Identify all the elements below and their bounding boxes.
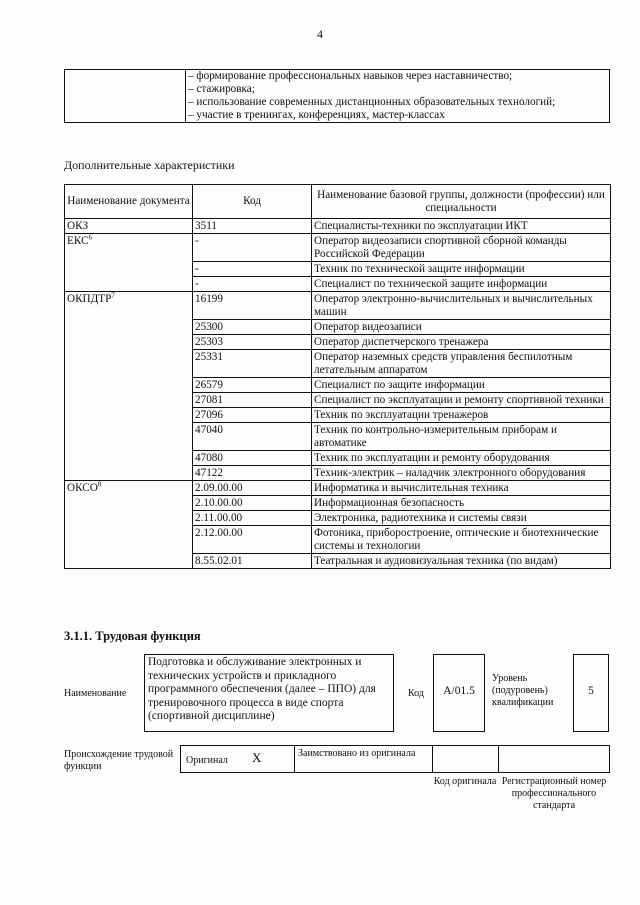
doc-cell [65, 234, 193, 292]
code-cell: 2.11.00.00 [193, 511, 312, 526]
origin-divider [432, 745, 433, 773]
code-cell: 47080 [193, 451, 312, 466]
name-cell: Оператор диспетчерского тренажера [312, 335, 611, 350]
empty-cell [65, 70, 186, 123]
table-row [65, 219, 611, 234]
level-value: 5 [588, 685, 594, 697]
name-cell: Оператор видеозаписи спортивной сборной команды Российской Федерации [312, 234, 611, 262]
registration-number-label: Регистрационный номер профессионального стандарта [501, 776, 607, 811]
name-cell: Специалист по эксплуатации и ремонту спортивной техники [312, 393, 611, 408]
name-cell: Техник по эксплуатации и ремонту оборудования [312, 451, 611, 466]
original-mark: X [252, 750, 262, 765]
origin-label: Происхождение трудовой функции [64, 749, 174, 772]
code-cell: 27081 [193, 393, 312, 408]
name-cell: Информатика и вычислительная техника [312, 481, 611, 496]
borrowed-label: Заимствовано из оригинала [298, 748, 416, 759]
name-cell: Техник по эксплуатации тренажеров [312, 408, 611, 423]
function-name-text: Подготовка и обслуживание электронных и технических устройств и прикладного программного обеспечения (далее – ППО) для тренировочного процесса в виде спорта (спортивной дисциплине) [148, 656, 376, 722]
code-cell: 16199 [193, 292, 312, 320]
list-item: – стажировка; [188, 83, 255, 95]
list-item: – участие в тренингах, конференциях, мастер-классах [188, 109, 445, 121]
additional-characteristics-title: Дополнительные характеристики [64, 158, 235, 172]
doc-name: ЕКС [67, 235, 89, 247]
methods-list [188, 70, 607, 122]
page-number: 4 [317, 27, 323, 41]
name-cell: Специалист по защите информации [312, 378, 611, 393]
name-cell: Оператор видеозаписи [312, 320, 611, 335]
name-cell: Театральная и аудиовизуальная техника (по видам) [312, 554, 611, 569]
methods-cell [186, 70, 610, 123]
code-cell: - [193, 234, 312, 262]
name-cell: Оператор электронно-вычислительных и вычислительных машин [312, 292, 611, 320]
origin-divider [498, 745, 499, 773]
name-cell: Специалисты-техники по эксплуатации ИКТ [312, 219, 611, 234]
characteristics-body [65, 219, 611, 569]
origin-divider [294, 745, 295, 773]
list-item: – формирование профессиональных навыков через наставничество; [188, 70, 513, 82]
name-cell: Техник по технической защите информации [312, 262, 611, 277]
code-cell: 8.55.02.01 [193, 554, 312, 569]
name-cell: Специалист по технической защите информации [312, 277, 611, 292]
doc-name: ОКЗ [67, 220, 89, 232]
function-code-box [433, 654, 485, 732]
original-code-label: Код оригинала [433, 776, 497, 787]
name-cell: Информационная безопасность [312, 496, 611, 511]
code-cell: 2.12.00.00 [193, 526, 312, 554]
code-cell: 27096 [193, 408, 312, 423]
footnote-marker: 8 [97, 480, 102, 489]
table-row [65, 481, 611, 496]
code-cell: 47122 [193, 466, 312, 481]
code-cell: 25331 [193, 350, 312, 378]
doc-cell [65, 219, 193, 234]
name-cell: Оператор наземных средств управления беспилотным летательным аппаратом [312, 350, 611, 378]
footnote-marker: 7 [111, 291, 115, 300]
code-cell: 47040 [193, 423, 312, 451]
footnote-marker: 6 [88, 233, 92, 242]
function-name-box [144, 654, 394, 732]
characteristics-table [64, 184, 611, 569]
name-cell: Техник-электрик – наладчик электронного оборудования [312, 466, 611, 481]
code-cell: 2.09.00.00 [193, 481, 312, 496]
doc-cell [65, 481, 193, 569]
level-label: Уровень (подуровень) квалификации [492, 673, 554, 708]
function-code-value: A/01.5 [443, 685, 475, 697]
header-name: Наименование базовой группы, должности (профессии) или специальности [312, 185, 611, 219]
list-item: – использование современных дистанционных образовательных технологий; [188, 96, 556, 108]
level-box [573, 654, 609, 732]
code-label: Код [408, 688, 424, 699]
name-cell: Техник по контрольно-измерительным приборам и автоматике [312, 423, 611, 451]
name-label: Наименование [64, 688, 127, 699]
code-cell: 2.10.00.00 [193, 496, 312, 511]
code-cell: 26579 [193, 378, 312, 393]
section-title: 3.1.1. Трудовая функция [64, 629, 201, 643]
header-code: Код [193, 185, 312, 219]
code-cell: - [193, 262, 312, 277]
code-cell: 3511 [193, 219, 312, 234]
continuation-table [64, 69, 610, 123]
doc-name: ОКСО [67, 482, 98, 494]
doc-name: ОКПДТР [67, 293, 112, 305]
table-row [65, 234, 611, 262]
code-cell: - [193, 277, 312, 292]
name-cell: Фотоника, приборостроение, оптические и биотехнические системы и технологии [312, 526, 611, 554]
header-doc: Наименование документа [65, 185, 193, 219]
name-cell: Электроника, радиотехника и системы связи [312, 511, 611, 526]
doc-cell [65, 292, 193, 481]
original-label: Оригинал [186, 755, 228, 766]
code-cell: 25300 [193, 320, 312, 335]
table-row [65, 292, 611, 320]
code-cell: 25303 [193, 335, 312, 350]
